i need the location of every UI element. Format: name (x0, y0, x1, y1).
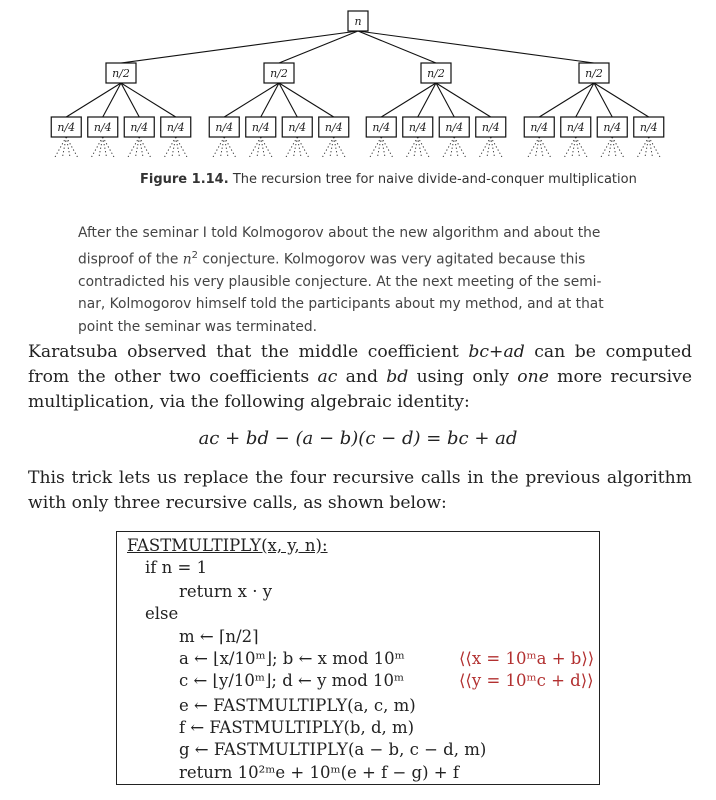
quote-line (78, 245, 646, 271)
svg-text:n/2: n/2 (427, 67, 445, 80)
tree-dotted-edge (323, 137, 334, 157)
tree-dotted-edge (334, 137, 345, 157)
svg-text:n/4: n/4 (603, 121, 622, 134)
tree-dotted-edge (63, 137, 67, 157)
tree-dotted-edge (139, 137, 150, 157)
figure-caption-text: The recursion tree for naive divide-and-conquer multiplication (232, 172, 637, 187)
tree-dotted-edge (224, 137, 235, 157)
text: Karatsuba observed that the middle coefficient (28, 342, 469, 362)
math: bc (468, 342, 490, 362)
tree-dotted-edge (638, 137, 649, 157)
tree-dotted-edge (601, 137, 612, 157)
tree-node-quarter (124, 117, 154, 137)
tree-dotted-edge (418, 137, 429, 157)
algorithm-line: f ← FASTMULTIPLY(b, d, m) (179, 718, 415, 737)
tree-dotted-edge (414, 137, 418, 157)
tree-dotted-edge (381, 137, 385, 157)
tree-dotted-edge (572, 137, 576, 157)
tree-dotted-edge (172, 137, 176, 157)
tree-dotted-edge (213, 137, 224, 157)
tree-node-quarter (51, 117, 81, 137)
tree-dotted-edge (454, 137, 465, 157)
tree-node-quarter (524, 117, 554, 137)
tree-dotted-edge (451, 137, 455, 157)
tree-node-quarter (366, 117, 396, 137)
tree-dotted-edge (378, 137, 382, 157)
math: bd (386, 367, 409, 387)
tree-dotted-edge (66, 137, 70, 157)
tree-node-half (421, 63, 451, 83)
tree-dotted-edge (55, 137, 66, 157)
svg-text:n/4: n/4 (481, 121, 500, 134)
algorithm-box (116, 531, 600, 785)
text: and (337, 367, 387, 387)
tree-dotted-edge (491, 137, 495, 157)
algebraic-identity: ac + bd − (a − b)(c − d) = bc + ad (198, 428, 518, 449)
svg-text:n/4: n/4 (639, 121, 658, 134)
svg-text:n/4: n/4 (57, 121, 76, 134)
tree-dotted-edge (330, 137, 334, 157)
svg-text:n/2: n/2 (112, 67, 130, 80)
math-n: n (182, 251, 192, 268)
tree-dotted-edge (612, 137, 616, 157)
algorithm-line: return 10²ᵐe + 10ᵐ(e + f − g) + f (179, 763, 459, 782)
algorithm-line: e ← FASTMULTIPLY(a, c, m) (179, 696, 416, 715)
tree-node-quarter (403, 117, 433, 137)
tree-dotted-edge (454, 137, 458, 157)
algorithm-comment: ⟨⟨y = 10ᵐc + d⟩⟩ (459, 671, 594, 690)
svg-text:n/4: n/4 (93, 121, 112, 134)
tree-dotted-edge (257, 137, 261, 157)
tree-edge (121, 83, 176, 117)
tree-edges (66, 31, 649, 117)
tree-edge (594, 83, 649, 117)
tree-dotted-edge (565, 137, 576, 157)
tree-dotted-edge (528, 137, 539, 157)
tree-node-half (264, 63, 294, 83)
figure-label: Figure 1.14. (140, 172, 229, 187)
tree-dotted-edge (539, 137, 550, 157)
tree-edge (358, 31, 594, 63)
algorithm-comment: ⟨⟨x = 10ᵐa + b⟩⟩ (459, 649, 595, 668)
tree-edge (436, 83, 491, 117)
tree-dotted-edge (294, 137, 298, 157)
tree-dotted-edge (66, 137, 77, 157)
tree-node-half (579, 63, 609, 83)
algorithm-line: else (145, 604, 179, 623)
algorithm-line: return x · y (179, 582, 273, 601)
algorithm-title: FASTMULTIPLY(x, y, n): (127, 536, 328, 555)
tree-edge (381, 83, 436, 117)
quote-line: point the seminar was terminated. (78, 318, 317, 335)
tree-dotted-edge (103, 137, 114, 157)
svg-text:n/4: n/4 (445, 121, 464, 134)
tree-node-root (348, 11, 368, 31)
tree-node-quarter (246, 117, 276, 137)
tree-dotted-edge (261, 137, 265, 157)
tree-dotted-edge (297, 137, 301, 157)
tree-dotted-edge (261, 137, 272, 157)
tree-node-quarter (209, 117, 239, 137)
figure-caption (140, 172, 680, 187)
svg-text:n/4: n/4 (324, 121, 343, 134)
text: can be computed from the other two coefficients (28, 342, 692, 387)
tree-node-quarter (561, 117, 591, 137)
tree-dotted-edge (128, 137, 139, 157)
algorithm-line: c ← ⌊y/10ᵐ⌋; d ← y mod 10ᵐ (179, 671, 405, 690)
tree-dotted-edge (286, 137, 297, 157)
tree-node-quarter (634, 117, 664, 137)
svg-text:n/4: n/4 (215, 121, 234, 134)
algorithm-line: if n = 1 (145, 558, 208, 577)
math: ac (317, 367, 338, 387)
tree-dotted-edge (139, 137, 143, 157)
emphasis: one (517, 367, 549, 387)
tree-dotted-edge (103, 137, 107, 157)
tree-edge (66, 83, 121, 117)
tree-dotted-edge (136, 137, 140, 157)
tree-node-quarter (319, 117, 349, 137)
tree-dotted-edge (487, 137, 491, 157)
tree-dotted-edge (418, 137, 422, 157)
tree-dotted-edge (649, 137, 660, 157)
svg-text:n/4: n/4 (288, 121, 307, 134)
tree-dotted-edge (576, 137, 580, 157)
tree-dotted-edge (381, 137, 392, 157)
algorithm-line: g ← FASTMULTIPLY(a − b, c − d, m) (179, 740, 487, 759)
tree-dotted-edge (539, 137, 543, 157)
quote-text: conjecture. Kolmogorov was very agitated because this (198, 251, 586, 268)
svg-text:n/4: n/4 (130, 121, 149, 134)
tree-dotted-edge (649, 137, 653, 157)
svg-text:n: n (354, 15, 362, 28)
tree-dotted-edge (176, 137, 187, 157)
text: using only (408, 367, 518, 387)
tree-dotted-edge (221, 137, 225, 157)
tree-dotted-leaves (55, 137, 660, 157)
tree-dotted-edge (407, 137, 418, 157)
tree-dotted-edge (99, 137, 103, 157)
tree-node-half (106, 63, 136, 83)
kolmogorov-quote (78, 222, 646, 338)
algorithm-line: m ← ⌈n/2⌉ (179, 627, 259, 646)
svg-text:n/4: n/4 (251, 121, 270, 134)
svg-text:n/4: n/4 (530, 121, 549, 134)
tree-dotted-edge (443, 137, 454, 157)
tree-dotted-edge (297, 137, 308, 157)
tree-dotted-edge (176, 137, 180, 157)
recursion-tree-figure (0, 0, 716, 168)
svg-text:n/2: n/2 (585, 67, 603, 80)
tree-dotted-edge (491, 137, 502, 157)
svg-text:n/4: n/4 (566, 121, 585, 134)
math-exponent: 2 (191, 249, 199, 261)
tree-edge (539, 83, 594, 117)
tree-edge (121, 31, 358, 63)
svg-text:n/4: n/4 (166, 121, 185, 134)
tree-dotted-edge (536, 137, 540, 157)
text: more recursive multiplication, via the following algebraic identity: (28, 367, 692, 412)
quote-text: disproof of the (78, 251, 183, 268)
tree-node-quarter (88, 117, 118, 137)
tree-node-quarter (439, 117, 469, 137)
tree-edge (224, 83, 279, 117)
paragraph-karatsuba (28, 340, 692, 415)
tree-node-quarter (597, 117, 627, 137)
paragraph-trick: This trick lets us replace the four recursive calls in the previous algorithm with only three recursive calls, as shown below: (28, 468, 692, 513)
tree-dotted-edge (92, 137, 103, 157)
tree-dotted-edge (250, 137, 261, 157)
quote-line: After the seminar I told Kolmogorov about the new algorithm and about the (78, 225, 601, 241)
tree-dotted-edge (612, 137, 623, 157)
svg-text:n/4: n/4 (408, 121, 427, 134)
tree-nodes (51, 11, 664, 137)
tree-dotted-edge (165, 137, 176, 157)
svg-text:n/4: n/4 (372, 121, 391, 134)
algorithm-line: a ← ⌊x/10ᵐ⌋; b ← x mod 10ᵐ (179, 649, 405, 668)
tree-dotted-edge (334, 137, 338, 157)
tree-node-quarter (476, 117, 506, 137)
tree-node-quarter (282, 117, 312, 137)
tree-dotted-edge (480, 137, 491, 157)
svg-text:n/2: n/2 (270, 67, 288, 80)
quote-line: nar, Kolmogorov himself told the participants about my method, and at that (78, 296, 604, 313)
quote-line: contradicted his very plausible conjecture. At the next meeting of the semi- (78, 273, 602, 290)
math: ad (503, 342, 525, 362)
math: + (489, 342, 504, 362)
tree-dotted-edge (576, 137, 587, 157)
tree-node-quarter (161, 117, 191, 137)
tree-dotted-edge (645, 137, 649, 157)
tree-edge (279, 83, 334, 117)
tree-dotted-edge (609, 137, 613, 157)
tree-dotted-edge (224, 137, 228, 157)
tree-dotted-edge (370, 137, 381, 157)
